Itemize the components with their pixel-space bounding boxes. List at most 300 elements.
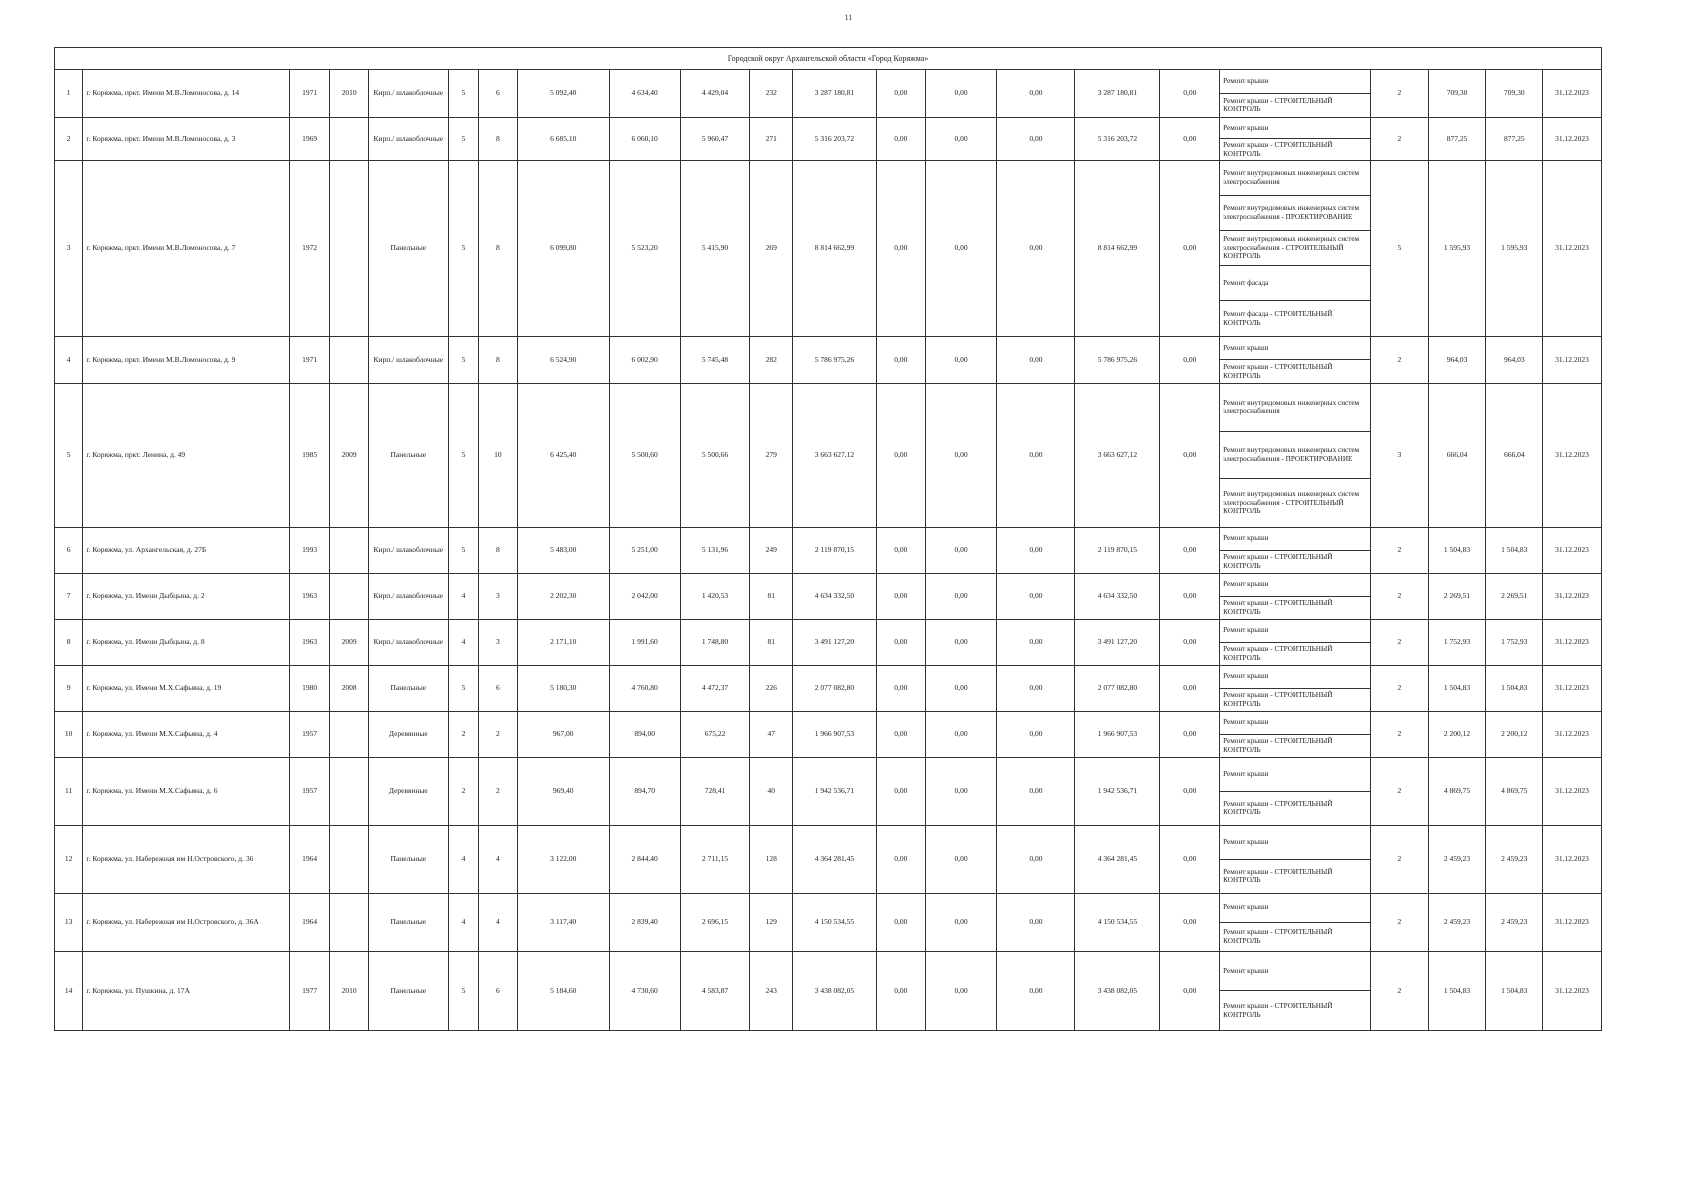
table-row	[55, 528, 1602, 574]
cell-works	[1220, 620, 1371, 666]
cell-works	[1220, 666, 1371, 712]
cell-fund-b: 0,00	[925, 70, 997, 118]
cell-unit-cost: 1 504,83	[1428, 952, 1486, 1031]
region-header-row	[55, 48, 1602, 70]
cell-material: Деревянные	[368, 712, 448, 758]
cell-works	[1220, 118, 1371, 161]
cell-unit-cost: 2 459,23	[1428, 894, 1486, 952]
cell-floors: 4	[448, 574, 478, 620]
cell-area-total: 967,00	[517, 712, 609, 758]
cell-fund-a: 0,00	[876, 70, 925, 118]
cell-unit-cost: 2 269,51	[1428, 574, 1486, 620]
cell-area-premises: 4 634,40	[609, 70, 680, 118]
cell-num: 6	[55, 528, 83, 574]
cell-area-living: 1 748,80	[680, 620, 750, 666]
cell-fund-a: 0,00	[876, 620, 925, 666]
cell-max-cost: 1 504,83	[1486, 952, 1543, 1031]
work-item: Ремонт крыши	[1220, 952, 1370, 991]
cell-entrances: 3	[479, 620, 517, 666]
cell-fund-a: 0,00	[876, 161, 925, 337]
work-item: Ремонт крыши - СТРОИТЕЛЬНЫЙ КОНТРОЛЬ	[1223, 553, 1333, 570]
cell-num: 8	[55, 620, 83, 666]
table-row	[55, 70, 1602, 118]
cell-area-total: 3 117,40	[517, 894, 609, 952]
work-item: Ремонт крыши	[1220, 758, 1370, 792]
cell-material: Панельные	[368, 826, 448, 894]
cell-area-living: 675,22	[680, 712, 750, 758]
cell-fund-b: 0,00	[925, 528, 997, 574]
cell-unit-cost: 2 200,12	[1428, 712, 1486, 758]
cell-area-total: 5 180,30	[517, 666, 609, 712]
cell-area-living: 5 415,90	[680, 161, 750, 337]
cell-fund-other: 0,00	[1160, 337, 1220, 384]
table-row	[55, 620, 1602, 666]
cell-residents: 47	[750, 712, 793, 758]
cell-fund-other: 0,00	[1160, 952, 1220, 1031]
cell-fund-b: 0,00	[925, 118, 997, 161]
cell-year-built: 1957	[289, 758, 329, 826]
cell-entrances: 6	[479, 952, 517, 1031]
cell-works	[1220, 894, 1371, 952]
cell-cost-total: 3 438 082,05	[792, 952, 876, 1031]
cell-fund-a: 0,00	[876, 826, 925, 894]
cell-fund-own: 3 438 082,05	[1075, 952, 1160, 1031]
cell-unit-cost: 1 504,83	[1428, 528, 1486, 574]
work-item: Ремонт внутридомовых инженерных систем электроснабжения	[1220, 161, 1370, 196]
cell-area-total: 6 099,80	[517, 161, 609, 337]
cell-unit-cost: 1 504,83	[1428, 666, 1486, 712]
cell-area-total: 3 122,00	[517, 826, 609, 894]
cell-cost-total: 3 287 180,81	[792, 70, 876, 118]
cell-fund-a: 0,00	[876, 528, 925, 574]
cell-fund-a: 0,00	[876, 952, 925, 1031]
cell-fund-own: 1 966 907,53	[1075, 712, 1160, 758]
work-item: Ремонт крыши - СТРОИТЕЛЬНЫЙ КОНТРОЛЬ	[1223, 691, 1333, 708]
work-item: Ремонт крыши - СТРОИТЕЛЬНЫЙ КОНТРОЛЬ	[1223, 599, 1333, 616]
cell-fund-a: 0,00	[876, 712, 925, 758]
cell-deadline: 31.12.2023	[1543, 894, 1602, 952]
table-row	[55, 758, 1602, 826]
cell-year-renov: 2009	[330, 384, 368, 528]
cell-area-premises: 2 042,00	[609, 574, 680, 620]
cell-fund-a: 0,00	[876, 894, 925, 952]
cell-material: Панельные	[368, 952, 448, 1031]
cell-fund-other: 0,00	[1160, 118, 1220, 161]
cell-works	[1220, 161, 1371, 337]
cell-address: г. Коряжма, ул. Имени Дыбцына, д. 2	[83, 574, 290, 620]
cell-material: Кирп./ шлакоблочные	[368, 118, 448, 161]
cell-work-count: 3	[1371, 384, 1429, 528]
cell-address: г. Коряжма, ул. Имени М.Х.Сафьяна, д. 19	[83, 666, 290, 712]
work-item: Ремонт крыши - СТРОИТЕЛЬНЫЙ КОНТРОЛЬ	[1223, 645, 1333, 662]
cell-fund-own: 2 077 082,80	[1075, 666, 1160, 712]
cell-num: 5	[55, 384, 83, 528]
cell-fund-own: 4 634 332,50	[1075, 574, 1160, 620]
cell-year-built: 1972	[289, 161, 329, 337]
cell-fund-b: 0,00	[925, 712, 997, 758]
cell-fund-other: 0,00	[1160, 894, 1220, 952]
page-number: 11	[844, 13, 853, 22]
cell-entrances: 3	[479, 574, 517, 620]
cell-entrances: 8	[479, 528, 517, 574]
cell-area-living: 4 583,87	[680, 952, 750, 1031]
cell-residents: 129	[750, 894, 793, 952]
cell-works	[1220, 384, 1371, 528]
cell-entrances: 8	[479, 337, 517, 384]
work-item: Ремонт крыши	[1220, 574, 1370, 597]
cell-num: 11	[55, 758, 83, 826]
cell-material: Кирп./ шлакоблочные	[368, 70, 448, 118]
cell-max-cost: 2 459,23	[1486, 826, 1543, 894]
cell-area-premises: 6 002,90	[609, 337, 680, 384]
cell-num: 3	[55, 161, 83, 337]
work-item: Ремонт внутридомовых инженерных систем электроснабжения - ПРОЕКТИРОВАНИЕ	[1220, 432, 1370, 480]
cell-cost-total: 4 364 281,45	[792, 826, 876, 894]
work-item: Ремонт крыши	[1220, 118, 1370, 139]
cell-work-count: 2	[1371, 952, 1429, 1031]
cell-fund-b: 0,00	[925, 952, 997, 1031]
cell-area-premises: 2 839,40	[609, 894, 680, 952]
cell-material: Панельные	[368, 666, 448, 712]
cell-address: г. Коряжма, ул. Набережная им Н.Островского, д. 36	[83, 826, 290, 894]
cell-area-premises: 894,70	[609, 758, 680, 826]
cell-max-cost: 4 869,75	[1486, 758, 1543, 826]
table-row	[55, 712, 1602, 758]
cell-deadline: 31.12.2023	[1543, 574, 1602, 620]
cell-fund-c: 0,00	[997, 528, 1075, 574]
table-row	[55, 337, 1602, 384]
cell-num: 9	[55, 666, 83, 712]
cell-year-renov: 2010	[330, 70, 368, 118]
cell-fund-other: 0,00	[1160, 384, 1220, 528]
cell-cost-total: 1 966 907,53	[792, 712, 876, 758]
cell-cost-total: 4 150 534,55	[792, 894, 876, 952]
cell-floors: 5	[448, 70, 478, 118]
table-row	[55, 384, 1602, 528]
work-item: Ремонт фасада - СТРОИТЕЛЬНЫЙ КОНТРОЛЬ	[1223, 309, 1333, 327]
table-row	[55, 666, 1602, 712]
cell-cost-total: 1 942 536,71	[792, 758, 876, 826]
cell-fund-a: 0,00	[876, 337, 925, 384]
cell-year-built: 1957	[289, 712, 329, 758]
cell-fund-b: 0,00	[925, 826, 997, 894]
cell-fund-other: 0,00	[1160, 528, 1220, 574]
work-item: Ремонт крыши - СТРОИТЕЛЬНЫЙ КОНТРОЛЬ	[1223, 928, 1333, 945]
cell-fund-c: 0,00	[997, 666, 1075, 712]
cell-material: Кирп./ шлакоблочные	[368, 528, 448, 574]
cell-address: г. Коряжма, пркт. Ленина, д. 49	[83, 384, 290, 528]
cell-work-count: 2	[1371, 118, 1429, 161]
cell-area-living: 5 500,66	[680, 384, 750, 528]
cell-floors: 5	[448, 952, 478, 1031]
work-item: Ремонт крыши	[1220, 666, 1370, 689]
cell-area-living: 2 711,15	[680, 826, 750, 894]
cell-material: Панельные	[368, 894, 448, 952]
cell-cost-total: 5 786 975,26	[792, 337, 876, 384]
cell-material: Панельные	[368, 384, 448, 528]
cell-year-renov	[330, 894, 368, 952]
work-item: Ремонт внутридомовых инженерных систем электроснабжения - ПРОЕКТИРОВАНИЕ	[1220, 196, 1370, 231]
cell-area-total: 2 171,10	[517, 620, 609, 666]
work-item: Ремонт крыши	[1220, 712, 1370, 735]
cell-deadline: 31.12.2023	[1543, 384, 1602, 528]
cell-year-built: 1993	[289, 528, 329, 574]
cell-year-renov	[330, 826, 368, 894]
cell-year-renov: 2010	[330, 952, 368, 1031]
cell-works	[1220, 528, 1371, 574]
cell-work-count: 2	[1371, 712, 1429, 758]
cell-residents: 282	[750, 337, 793, 384]
table-row	[55, 826, 1602, 894]
cell-entrances: 4	[479, 894, 517, 952]
cell-residents: 269	[750, 161, 793, 337]
cell-fund-b: 0,00	[925, 337, 997, 384]
cell-area-premises: 5 500,60	[609, 384, 680, 528]
cell-fund-own: 5 786 975,26	[1075, 337, 1160, 384]
cell-num: 4	[55, 337, 83, 384]
cell-deadline: 31.12.2023	[1543, 826, 1602, 894]
cell-area-total: 6 425,40	[517, 384, 609, 528]
table-row	[55, 894, 1602, 952]
capital-repair-table-sheet	[54, 47, 1602, 1031]
cell-work-count: 2	[1371, 826, 1429, 894]
cell-address: г. Коряжма, ул. Имени М.Х.Сафьяна, д. 6	[83, 758, 290, 826]
cell-fund-c: 0,00	[997, 620, 1075, 666]
cell-material: Кирп./ шлакоблочные	[368, 574, 448, 620]
cell-residents: 81	[750, 620, 793, 666]
cell-fund-other: 0,00	[1160, 574, 1220, 620]
cell-fund-a: 0,00	[876, 574, 925, 620]
cell-area-total: 5 483,00	[517, 528, 609, 574]
cell-num: 12	[55, 826, 83, 894]
cell-work-count: 2	[1371, 528, 1429, 574]
cell-year-renov	[330, 758, 368, 826]
cell-unit-cost: 666,04	[1428, 384, 1486, 528]
work-item: Ремонт крыши - СТРОИТЕЛЬНЫЙ КОНТРОЛЬ	[1223, 96, 1333, 114]
cell-year-renov	[330, 528, 368, 574]
cell-area-premises: 4 730,60	[609, 952, 680, 1031]
cell-fund-own: 4 364 281,45	[1075, 826, 1160, 894]
cell-area-living: 2 696,15	[680, 894, 750, 952]
cell-fund-b: 0,00	[925, 620, 997, 666]
cell-fund-b: 0,00	[925, 758, 997, 826]
cell-cost-total: 2 077 082,80	[792, 666, 876, 712]
cell-unit-cost: 877,25	[1428, 118, 1486, 161]
cell-material: Деревянные	[368, 758, 448, 826]
cell-cost-total: 5 316 203,72	[792, 118, 876, 161]
cell-fund-other: 0,00	[1160, 161, 1220, 337]
cell-works	[1220, 712, 1371, 758]
cell-unit-cost: 1 752,93	[1428, 620, 1486, 666]
cell-cost-total: 3 663 627,12	[792, 384, 876, 528]
cell-works	[1220, 574, 1371, 620]
cell-area-total: 5 092,40	[517, 70, 609, 118]
cell-entrances: 10	[479, 384, 517, 528]
cell-address: г. Коряжма, ул. Имени М.Х.Сафьяна, д. 4	[83, 712, 290, 758]
cell-year-renov	[330, 161, 368, 337]
cell-works	[1220, 952, 1371, 1031]
cell-fund-own: 5 316 203,72	[1075, 118, 1160, 161]
cell-max-cost: 2 200,12	[1486, 712, 1543, 758]
cell-residents: 279	[750, 384, 793, 528]
work-item: Ремонт крыши - СТРОИТЕЛЬНЫЙ КОНТРОЛЬ	[1223, 737, 1333, 754]
cell-floors: 5	[448, 118, 478, 161]
cell-area-premises: 5 523,20	[609, 161, 680, 337]
cell-area-living: 728,41	[680, 758, 750, 826]
cell-address: г. Коряжма, пркт. Имени М.В.Ломоносова, д. 9	[83, 337, 290, 384]
cell-floors: 4	[448, 826, 478, 894]
cell-fund-b: 0,00	[925, 894, 997, 952]
cell-max-cost: 666,04	[1486, 384, 1543, 528]
cell-fund-b: 0,00	[925, 384, 997, 528]
cell-area-living: 4 472,37	[680, 666, 750, 712]
cell-fund-c: 0,00	[997, 70, 1075, 118]
cell-area-living: 5 745,48	[680, 337, 750, 384]
cell-fund-own: 3 491 127,20	[1075, 620, 1160, 666]
work-item: Ремонт крыши - СТРОИТЕЛЬНЫЙ КОНТРОЛЬ	[1223, 867, 1333, 885]
cell-num: 2	[55, 118, 83, 161]
cell-floors: 4	[448, 620, 478, 666]
cell-fund-own: 2 119 870,15	[1075, 528, 1160, 574]
cell-fund-own: 3 287 180,81	[1075, 70, 1160, 118]
cell-year-built: 1985	[289, 384, 329, 528]
cell-address: г. Коряжма, пркт. Имени М.В.Ломоносова, д. 14	[83, 70, 290, 118]
cell-area-premises: 4 760,80	[609, 666, 680, 712]
cell-work-count: 2	[1371, 574, 1429, 620]
work-item: Ремонт крыши	[1220, 70, 1370, 94]
cell-max-cost: 964,03	[1486, 337, 1543, 384]
cell-unit-cost: 4 869,75	[1428, 758, 1486, 826]
cell-entrances: 6	[479, 70, 517, 118]
cell-area-premises: 6 060,10	[609, 118, 680, 161]
cell-fund-own: 1 942 536,71	[1075, 758, 1160, 826]
cell-max-cost: 1 752,93	[1486, 620, 1543, 666]
table-row	[55, 161, 1602, 337]
cell-fund-b: 0,00	[925, 574, 997, 620]
cell-area-living: 5 131,96	[680, 528, 750, 574]
cell-fund-b: 0,00	[925, 666, 997, 712]
cell-year-built: 1963	[289, 574, 329, 620]
cell-fund-other: 0,00	[1160, 620, 1220, 666]
cell-fund-a: 0,00	[876, 384, 925, 528]
cell-address: г. Коряжма, пркт. Имени М.В.Ломоносова, д. 3	[83, 118, 290, 161]
cell-fund-other: 0,00	[1160, 712, 1220, 758]
cell-year-built: 1969	[289, 118, 329, 161]
cell-residents: 128	[750, 826, 793, 894]
cell-fund-c: 0,00	[997, 384, 1075, 528]
cell-fund-own: 3 663 627,12	[1075, 384, 1160, 528]
cell-address: г. Коряжма, ул. Набережная им Н.Островского, д. 36А	[83, 894, 290, 952]
cell-unit-cost: 964,03	[1428, 337, 1486, 384]
cell-num: 14	[55, 952, 83, 1031]
cell-work-count: 2	[1371, 758, 1429, 826]
cell-works	[1220, 758, 1371, 826]
cell-fund-other: 0,00	[1160, 666, 1220, 712]
cell-floors: 2	[448, 712, 478, 758]
cell-residents: 40	[750, 758, 793, 826]
cell-num: 7	[55, 574, 83, 620]
cell-year-renov	[330, 574, 368, 620]
cell-area-premises: 2 844,40	[609, 826, 680, 894]
cell-entrances: 6	[479, 666, 517, 712]
cell-fund-c: 0,00	[997, 952, 1075, 1031]
cell-cost-total: 3 491 127,20	[792, 620, 876, 666]
cell-max-cost: 1 504,83	[1486, 666, 1543, 712]
cell-year-built: 1964	[289, 826, 329, 894]
cell-floors: 5	[448, 384, 478, 528]
cell-deadline: 31.12.2023	[1543, 620, 1602, 666]
cell-fund-c: 0,00	[997, 894, 1075, 952]
work-item: Ремонт крыши	[1220, 620, 1370, 643]
cell-deadline: 31.12.2023	[1543, 528, 1602, 574]
cell-area-living: 1 420,53	[680, 574, 750, 620]
cell-entrances: 8	[479, 161, 517, 337]
cell-residents: 243	[750, 952, 793, 1031]
cell-residents: 81	[750, 574, 793, 620]
cell-deadline: 31.12.2023	[1543, 952, 1602, 1031]
cell-deadline: 31.12.2023	[1543, 161, 1602, 337]
cell-unit-cost: 1 595,93	[1428, 161, 1486, 337]
work-item: Ремонт крыши	[1220, 337, 1370, 360]
cell-fund-other: 0,00	[1160, 826, 1220, 894]
work-item: Ремонт крыши	[1220, 826, 1370, 860]
work-item: Ремонт крыши	[1220, 528, 1370, 551]
cell-fund-other: 0,00	[1160, 758, 1220, 826]
cell-fund-c: 0,00	[997, 758, 1075, 826]
cell-max-cost: 709,30	[1486, 70, 1543, 118]
cell-work-count: 5	[1371, 161, 1429, 337]
work-item: Ремонт крыши - СТРОИТЕЛЬНЫЙ КОНТРОЛЬ	[1223, 1001, 1333, 1019]
cell-material: Кирп./ шлакоблочные	[368, 620, 448, 666]
region-title: Городской округ Архангельской области «Город Коряжма»	[55, 48, 1602, 70]
cell-deadline: 31.12.2023	[1543, 118, 1602, 161]
cell-fund-c: 0,00	[997, 712, 1075, 758]
cell-area-living: 5 960,47	[680, 118, 750, 161]
cell-fund-own: 8 814 662,99	[1075, 161, 1160, 337]
cell-deadline: 31.12.2023	[1543, 712, 1602, 758]
cell-year-renov	[330, 712, 368, 758]
cell-fund-c: 0,00	[997, 826, 1075, 894]
cell-deadline: 31.12.2023	[1543, 70, 1602, 118]
cell-area-total: 6 685,10	[517, 118, 609, 161]
cell-deadline: 31.12.2023	[1543, 337, 1602, 384]
cell-work-count: 2	[1371, 666, 1429, 712]
cell-works	[1220, 826, 1371, 894]
cell-residents: 232	[750, 70, 793, 118]
table-row	[55, 118, 1602, 161]
cell-floors: 5	[448, 528, 478, 574]
cell-year-renov	[330, 337, 368, 384]
cell-cost-total: 2 119 870,15	[792, 528, 876, 574]
cell-area-premises: 5 251,00	[609, 528, 680, 574]
cell-area-living: 4 429,04	[680, 70, 750, 118]
cell-material: Панельные	[368, 161, 448, 337]
cell-fund-c: 0,00	[997, 161, 1075, 337]
cell-area-total: 2 202,30	[517, 574, 609, 620]
cell-fund-own: 4 150 534,55	[1075, 894, 1160, 952]
table-body	[55, 48, 1602, 1031]
cell-cost-total: 4 634 332,50	[792, 574, 876, 620]
cell-work-count: 2	[1371, 894, 1429, 952]
cell-fund-c: 0,00	[997, 574, 1075, 620]
cell-fund-other: 0,00	[1160, 70, 1220, 118]
cell-floors: 5	[448, 666, 478, 712]
cell-work-count: 2	[1371, 70, 1429, 118]
cell-address: г. Коряжма, ул. Пушкина, д. 17А	[83, 952, 290, 1031]
cell-max-cost: 1 504,83	[1486, 528, 1543, 574]
cell-num: 1	[55, 70, 83, 118]
cell-year-renov	[330, 118, 368, 161]
